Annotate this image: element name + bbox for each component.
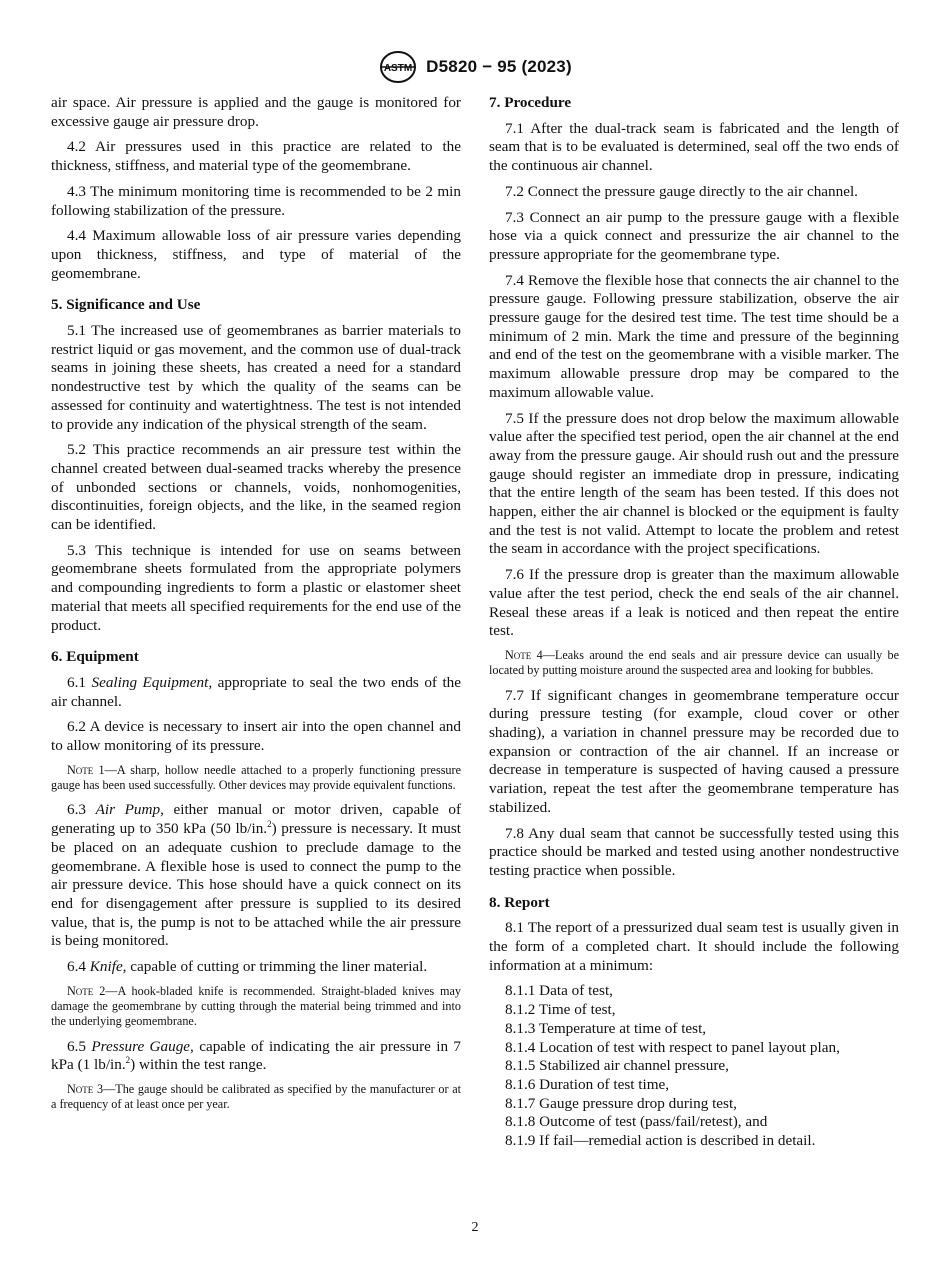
list-item: 8.1.5 Stabilized air channel pressure, (505, 1057, 729, 1075)
report-items-list (489, 982, 899, 1150)
list-item: 8.1.3 Temperature at time of test, (505, 1019, 707, 1037)
paragraph-4-2: 4.2 Air pressures used in this practice are related to the thickness, stiffness, and material type of the geomembrane. (51, 138, 461, 175)
note-text: —The gauge should be calibrated as specified by the manufacturer or at a frequency of at least once per year. (51, 1082, 461, 1112)
list-item: 8.1.1 Data of test, (505, 982, 613, 1000)
note-text: —Leaks around the end seals and air pressure device can usually be located by putting moisture around the suspected area and looking for bubbles. (489, 647, 900, 678)
paragraph-7-8: 7.8 Any dual seam that cannot be successfully tested using this practice should be marked and tested using another nondestructive testing practice when possible. (489, 824, 899, 879)
note-4 (489, 648, 899, 679)
paragraph-number: 6.4 (67, 958, 86, 976)
paragraph-5-2: 5.2 This practice recommends an air pressure test within the channel created between dual-seamed tracks whereby the presence of unbonded sections or channels, voids, nonhomogenities, discontinuities, foreign objects, and the like, in the seamed region can be identified. (51, 441, 461, 534)
paragraph-text: capable of cutting or trimming the liner material. (130, 958, 428, 976)
paragraph-7-2: 7.2 Connect the pressure gauge directly to the air channel. (505, 182, 858, 200)
term: Pressure Gauge, (91, 1037, 194, 1055)
note-text: —A hook-bladed knife is recommended. Straight-bladed knives may damage the geomembrane by cutting through the material being trimmed and into the underlying geomembrane. (51, 983, 461, 1029)
note-label: Note 1 (67, 762, 105, 777)
list-item: 8.1.4 Location of test with respect to panel layout plan, (505, 1038, 840, 1056)
logo-text: ASTM (384, 63, 413, 74)
note-1 (51, 763, 461, 794)
paragraph-7-7: 7.7 If significant changes in geomembrane temperature occur during pressure testing (for example, cloud cover or other shading), a variation in channel pressure may be recorded due to expansion or contraction of the air channel. If an increase or decrease in temperature is suspected of having caused a pressure variation, repeat the test after the geomembrane temperature has stabilized. (489, 686, 899, 816)
paragraph-6-1 (51, 674, 461, 711)
paragraph-number: 6.5 (67, 1037, 86, 1055)
paragraph-8-1: 8.1 The report of a pressurized dual seam test is usually given in the form of a completed chart. It should include the following information at a minimum: (489, 919, 899, 974)
paragraph-text: ) pressure is necessary. It must be placed on an adequate cushion to preclude damage to the geomembrane. A flexible hose is used to connect the pump to the air pressure device. This hose should have a quick connect on its end for disengagement after pressure is supplied to its desired value, that is, the pump is not to be attached while the air pressure is being monitored. (51, 820, 461, 950)
list-item: 8.1.8 Outcome of test (pass/fail/retest), and (505, 1113, 768, 1131)
paragraph-text: either manual or motor driven, capable of generating up to 350 kPa (50 lb/in. (51, 801, 462, 838)
note-3 (51, 1082, 461, 1113)
paragraph-6-2: 6.2 A device is necessary to insert air into the open channel and to allow monitoring of its pressure. (51, 718, 461, 755)
term: Knife, (89, 958, 127, 976)
astm-logo-icon (378, 50, 418, 84)
paragraph-7-1: 7.1 After the dual-track seam is fabricated and the length of seam that is to be evaluated is determined, seal off the two ends of the continuous air channel. (489, 119, 899, 175)
paragraph-4-3: 4.3 The minimum monitoring time is recommended to be 2 min following stabilization of the pressure. (51, 182, 461, 219)
section-heading-5: 5. Significance and Use (51, 296, 201, 314)
superscript: 2 (125, 1055, 131, 1066)
page-header (0, 50, 950, 84)
list-item: 8.1.9 If fail—remedial action is described in detail. (505, 1132, 816, 1150)
section-heading-8: 8. Report (489, 893, 550, 911)
paragraph-7-5: 7.5 If the pressure does not drop below the maximum allowable value after the specified test period, open the air channel at the end away from the pressure gauge. Air should rush out and the pressure gauge should register an immediate drop in pressure, indicating that the entire length of the seam has been tested. If this does not happen, either the air channel is blocked or the equipment is faulty and the test is not valid. Attempt to locate the problem and retest the seam in accordance with the project specifications. (489, 409, 899, 558)
list-item: 8.1.6 Duration of test time, (505, 1075, 670, 1093)
section-heading-7: 7. Procedure (489, 94, 572, 111)
paragraph-5-1: 5.1 The increased use of geomembranes as barrier materials to restrict liquid or gas movement, and the common use of dual-track seams in joining these sheets, has created a need for a standard nondestructive test by which the quality of the seams can be assessed for continuity and watertightness. The test is not intended to provide any indication of the physical strength of the seam. (51, 322, 461, 433)
paragraph-7-6: 7.6 If the pressure drop is greater than the maximum allowable value after the test period, check the end seals of the air channel. Reseal these areas if a leak is noticed and then repeat the entire test. (489, 566, 899, 640)
paragraph-7-3: 7.3 Connect an air pump to the pressure gauge with a flexible hose via a quick connect and pressurize the air channel to the pressure appropriate for the geomembrane type. (489, 208, 899, 263)
note-2 (51, 984, 461, 1030)
left-column (51, 94, 461, 1121)
superscript: 2 (267, 819, 272, 830)
note-label: Note 2 (67, 983, 106, 998)
note-label: Note 3 (67, 1082, 104, 1097)
paragraph-7-4: 7.4 Remove the flexible hose that connects the air channel to the pressure gauge. Following pressure stabilization, observe the air pressure gauge for the desired test time. The test time should be a minimum of 2 min. Mark the time and pressure of the beginning and end of the test on the geomembrane with a visible marker. The maximum allowable pressure drop may be compared to the maximum allowable value. (489, 271, 899, 401)
note-text: —A sharp, hollow needle attached to a properly functioning pressure gauge has been used successfully. Other devices may provide equivalent functions. (51, 762, 461, 793)
paragraph-5-3: 5.3 This technique is intended for use on seams between geomembrane sheets formulated from the appropriate polymers and compounding ingredients to form a plastic or elastomer sheet material that meets all specified requirements for the end use of the product. (51, 541, 461, 634)
list-item: 8.1.2 Time of test, (505, 1001, 616, 1019)
term: Sealing Equipment, (91, 673, 213, 691)
document-designation: D5820 − 95 (2023) (426, 57, 572, 76)
paragraph-6-5 (51, 1038, 461, 1075)
list-item: 8.1.7 Gauge pressure drop during test, (505, 1094, 737, 1112)
paragraph-4-4: 4.4 Maximum allowable loss of air pressure varies depending upon thickness, stiffness, and type of material of the geomembrane. (51, 227, 461, 282)
note-label: Note 4 (505, 647, 543, 662)
paragraph-number: 6.1 (67, 673, 86, 691)
right-column (489, 94, 899, 1151)
paragraph-text: capable of indicating the air pressure in 7 kPa (1 lb/in. (51, 1037, 462, 1074)
paragraph-text: ) within the test range. (130, 1056, 267, 1074)
section-heading-6: 6. Equipment (51, 648, 139, 666)
page-number: 2 (471, 1220, 479, 1235)
paragraph-6-3 (51, 801, 461, 951)
paragraph-text: appropriate to seal the two ends of the air channel. (51, 673, 462, 710)
paragraph-4-1-continued: air space. Air pressure is applied and the gauge is monitored for excessive gauge air pressure drop. (51, 94, 461, 130)
term: Air Pump, (95, 801, 164, 819)
paragraph-number: 6.3 (67, 801, 86, 819)
paragraph-6-4 (51, 958, 461, 977)
